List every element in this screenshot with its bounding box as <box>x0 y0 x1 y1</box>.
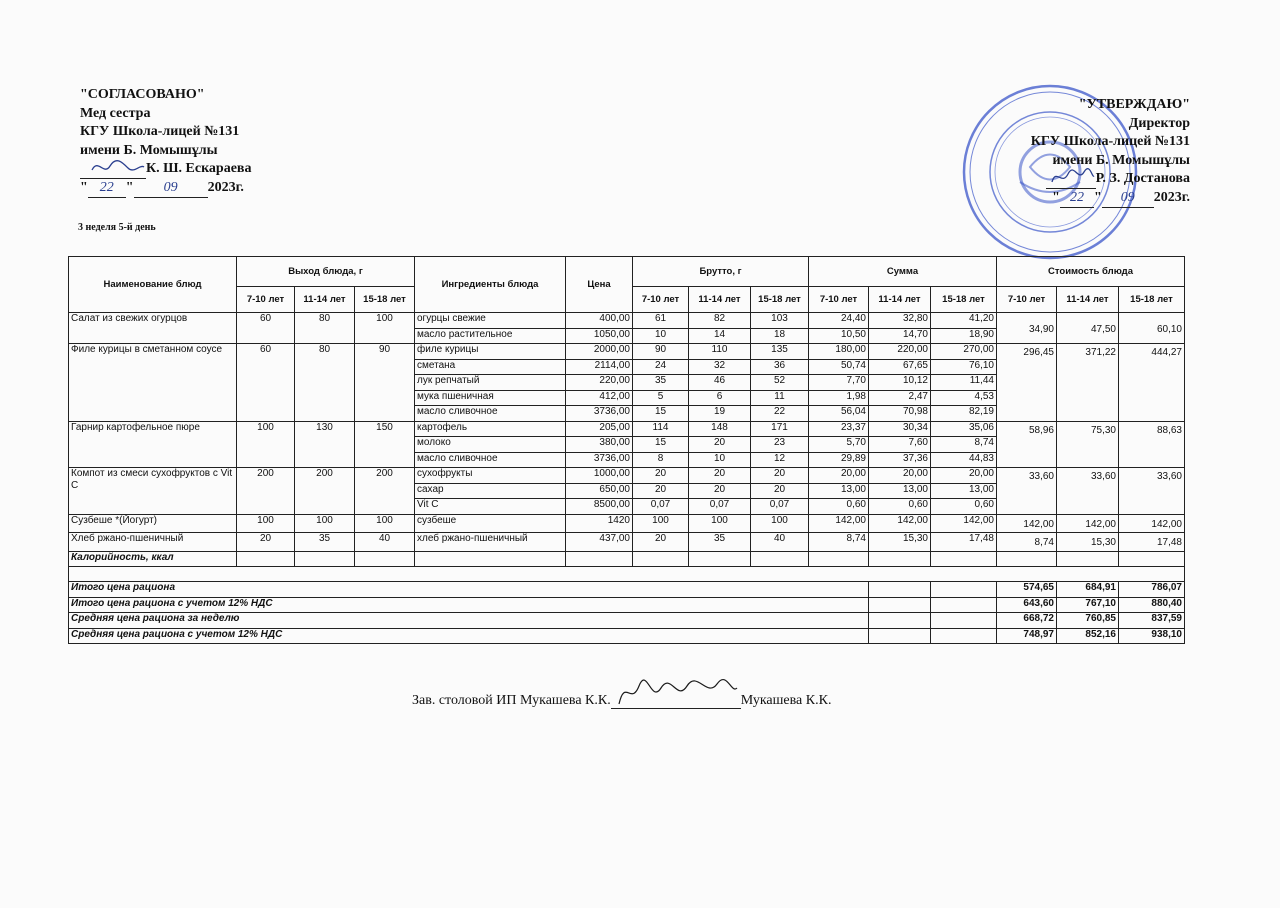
dish-yield: 100 <box>237 421 295 468</box>
ingredient-sum: 13,00 <box>931 483 997 499</box>
dish-name: Компот из смеси сухофруктов с Vit C <box>69 468 237 515</box>
ingredient-sum: 2,47 <box>869 390 931 406</box>
dish-cost: 58,96 <box>997 421 1057 468</box>
ingredient-brutto: 0,07 <box>751 499 809 515</box>
header-dish: Наименование блюд <box>69 257 237 313</box>
ingredient-sum: 82,19 <box>931 406 997 422</box>
header-age-yield-0: 7-10 лет <box>237 287 295 313</box>
header-yield: Выход блюда, г <box>237 257 415 287</box>
approved-org: КГУ Школа-лицей №131 <box>1030 134 1190 149</box>
empty-cell <box>869 582 931 598</box>
ingredient-sum: 0,60 <box>809 499 869 515</box>
header-age-sum-2: 15-18 лет <box>931 287 997 313</box>
header-age-yield-1: 11-14 лет <box>295 287 355 313</box>
total-value: 880,40 <box>1119 597 1185 613</box>
header-cost: Стоимость блюда <box>997 257 1185 287</box>
empty-cell <box>997 551 1057 567</box>
ingredient-sum: 41,20 <box>931 313 997 329</box>
table-row <box>69 533 1185 552</box>
ingredient-brutto: 14 <box>689 328 751 344</box>
ingredient-brutto: 46 <box>689 375 751 391</box>
approval-block-left <box>80 86 252 198</box>
header-age-sum-0: 7-10 лет <box>809 287 869 313</box>
approval-named: имени Б. Момышұлы <box>80 142 218 158</box>
total-value: 668,72 <box>997 613 1057 629</box>
ingredient-price: 2114,00 <box>566 359 633 375</box>
dish-name: Сузбеше *(Йогурт) <box>69 514 237 533</box>
empty-cell <box>931 628 997 644</box>
ingredient-brutto: 8 <box>633 452 689 468</box>
ingredient-sum: 13,00 <box>809 483 869 499</box>
ingredient-price: 8500,00 <box>566 499 633 515</box>
empty-cell <box>1057 551 1119 567</box>
ingredient-sum: 11,44 <box>931 375 997 391</box>
week-label: 3 неделя 5-й день <box>78 222 156 233</box>
ingredient-brutto: 20 <box>689 468 751 484</box>
ingredient-price: 1050,00 <box>566 328 633 344</box>
ingredient-sum: 8,74 <box>931 437 997 453</box>
ingredient-sum: 70,98 <box>869 406 931 422</box>
total-value: 684,91 <box>1057 582 1119 598</box>
dish-cost: 33,60 <box>997 468 1057 515</box>
dish-cost: 142,00 <box>1057 514 1119 533</box>
ingredient-brutto: 135 <box>751 344 809 360</box>
handwritten-signature <box>611 676 741 710</box>
dish-yield: 100 <box>355 514 415 533</box>
date-month: 09 <box>134 179 208 199</box>
dish-cost: 8,74 <box>997 533 1057 552</box>
ingredient-sum: 14,70 <box>869 328 931 344</box>
dish-cost: 47,50 <box>1057 313 1119 344</box>
total-value: 852,16 <box>1057 628 1119 644</box>
ingredient-brutto: 24 <box>633 359 689 375</box>
empty-cell <box>809 551 869 567</box>
empty-cell <box>415 551 566 567</box>
ingredient-name: огурцы свежие <box>415 313 566 329</box>
dish-yield: 130 <box>295 421 355 468</box>
dish-yield: 60 <box>237 313 295 344</box>
ingredient-brutto: 0,07 <box>689 499 751 515</box>
ingredient-sum: 4,53 <box>931 390 997 406</box>
ingredient-sum: 13,00 <box>869 483 931 499</box>
total-label: Итого цена рациона <box>69 582 869 598</box>
dish-cost: 33,60 <box>1057 468 1119 515</box>
signature-line <box>1046 174 1096 189</box>
ingredient-price: 380,00 <box>566 437 633 453</box>
empty-cell <box>931 582 997 598</box>
ingredient-brutto: 100 <box>633 514 689 533</box>
ingredient-price: 205,00 <box>566 421 633 437</box>
table-row <box>69 514 1185 533</box>
ingredient-name: молоко <box>415 437 566 453</box>
ingredient-name: хлеб ржано-пшеничный <box>415 533 566 552</box>
header-brutto: Брутто, г <box>633 257 809 287</box>
ingredient-brutto: 0,07 <box>633 499 689 515</box>
ingredient-sum: 67,65 <box>869 359 931 375</box>
ingredient-brutto: 114 <box>633 421 689 437</box>
table-row <box>69 421 1185 437</box>
dish-name: Хлеб ржано-пшеничный <box>69 533 237 552</box>
ingredient-sum: 20,00 <box>869 468 931 484</box>
ingredient-sum: 29,89 <box>809 452 869 468</box>
total-label: Итого цена рациона с учетом 12% НДС <box>69 597 869 613</box>
ingredient-brutto: 22 <box>751 406 809 422</box>
dish-yield: 80 <box>295 313 355 344</box>
handwritten-signature <box>88 158 148 176</box>
ingredient-brutto: 20 <box>751 468 809 484</box>
ingredient-sum: 8,74 <box>809 533 869 552</box>
empty-cell <box>1119 551 1185 567</box>
ingredient-brutto: 15 <box>633 406 689 422</box>
ingredient-sum: 24,40 <box>809 313 869 329</box>
ingredient-brutto: 103 <box>751 313 809 329</box>
total-row <box>69 597 1185 613</box>
table-row <box>69 313 1185 329</box>
approval-block-right <box>1000 96 1190 208</box>
approved-signer-line <box>1000 170 1190 189</box>
dish-cost: 60,10 <box>1119 313 1185 344</box>
ingredient-brutto: 19 <box>689 406 751 422</box>
calories-row <box>69 551 1185 567</box>
header-price: Цена <box>566 257 633 313</box>
handwritten-signature <box>1048 168 1096 186</box>
ingredient-name: масло сливочное <box>415 406 566 422</box>
empty-cell <box>689 551 751 567</box>
ingredient-sum: 30,34 <box>869 421 931 437</box>
header-age-cost-1: 11-14 лет <box>1057 287 1119 313</box>
dish-cost: 142,00 <box>1119 514 1185 533</box>
ingredient-sum: 180,00 <box>809 344 869 360</box>
menu-body <box>69 313 1185 644</box>
ingredient-brutto: 12 <box>751 452 809 468</box>
approval-signer: К. Ш. Ескараева <box>146 161 252 176</box>
total-value: 760,85 <box>1057 613 1119 629</box>
dish-cost: 296,45 <box>997 344 1057 422</box>
ingredient-name: сузбеше <box>415 514 566 533</box>
total-value: 574,65 <box>997 582 1057 598</box>
ingredient-brutto: 10 <box>633 328 689 344</box>
ingredient-name: сухофрукты <box>415 468 566 484</box>
ingredient-price: 1420 <box>566 514 633 533</box>
footer-suffix: Мукашева К.К. <box>740 693 832 708</box>
dish-cost: 33,60 <box>1119 468 1185 515</box>
total-value: 938,10 <box>1119 628 1185 644</box>
ingredient-sum: 76,10 <box>931 359 997 375</box>
ingredient-brutto: 20 <box>689 483 751 499</box>
ingredient-sum: 1,98 <box>809 390 869 406</box>
dish-yield: 80 <box>295 344 355 422</box>
empty-cell <box>869 613 931 629</box>
empty-cell <box>566 551 633 567</box>
ingredient-sum: 0,60 <box>869 499 931 515</box>
ingredient-name: сахар <box>415 483 566 499</box>
dish-yield: 200 <box>355 468 415 515</box>
total-label: Средняя цена рациона за неделю <box>69 613 869 629</box>
dish-cost: 17,48 <box>1119 533 1185 552</box>
header-age-cost-0: 7-10 лет <box>997 287 1057 313</box>
ingredient-sum: 20,00 <box>931 468 997 484</box>
dish-name: Филе курицы в сметанном соусе <box>69 344 237 422</box>
footer-prefix: Зав. столовой ИП Мукашева К.К. <box>412 693 611 708</box>
ingredient-sum: 220,00 <box>869 344 931 360</box>
ingredient-price: 3736,00 <box>566 452 633 468</box>
dish-yield: 40 <box>355 533 415 552</box>
ingredient-sum: 32,80 <box>869 313 931 329</box>
ingredient-brutto: 35 <box>689 533 751 552</box>
dish-yield: 100 <box>295 514 355 533</box>
header-age-cost-2: 15-18 лет <box>1119 287 1185 313</box>
ingredient-brutto: 148 <box>689 421 751 437</box>
dish-name: Гарнир картофельное пюре <box>69 421 237 468</box>
approved-role: Директор <box>1128 115 1190 131</box>
empty-cell <box>355 551 415 567</box>
empty-cell <box>869 628 931 644</box>
ingredient-sum: 44,83 <box>931 452 997 468</box>
dish-yield: 90 <box>355 344 415 422</box>
ingredient-sum: 142,00 <box>809 514 869 533</box>
ingredient-brutto: 100 <box>689 514 751 533</box>
date-day: 22 <box>88 179 126 199</box>
dish-yield: 100 <box>355 313 415 344</box>
ingredient-brutto: 82 <box>689 313 751 329</box>
approval-signer-line <box>80 160 252 179</box>
ingredient-brutto: 15 <box>633 437 689 453</box>
signature-line <box>80 164 146 179</box>
empty-cell <box>869 597 931 613</box>
ingredient-name: масло растительное <box>415 328 566 344</box>
empty-cell <box>633 551 689 567</box>
ingredient-brutto: 35 <box>633 375 689 391</box>
total-row <box>69 628 1185 644</box>
ingredient-name: сметана <box>415 359 566 375</box>
dish-yield: 20 <box>237 533 295 552</box>
dish-cost: 371,22 <box>1057 344 1119 422</box>
ingredient-sum: 142,00 <box>931 514 997 533</box>
ingredient-price: 3736,00 <box>566 406 633 422</box>
ingredient-name: картофель <box>415 421 566 437</box>
ingredient-sum: 5,70 <box>809 437 869 453</box>
ingredient-price: 1000,00 <box>566 468 633 484</box>
ingredient-sum: 35,06 <box>931 421 997 437</box>
dish-cost: 15,30 <box>1057 533 1119 552</box>
calories-label: Калорийность, ккал <box>69 551 237 567</box>
ingredient-brutto: 20 <box>689 437 751 453</box>
ingredient-brutto: 20 <box>633 533 689 552</box>
ingredient-brutto: 32 <box>689 359 751 375</box>
blank-row <box>69 567 1185 582</box>
empty-cell <box>295 551 355 567</box>
ingredient-name: мука пшеничная <box>415 390 566 406</box>
header-sum: Сумма <box>809 257 997 287</box>
ingredient-name: лук репчатый <box>415 375 566 391</box>
dish-cost: 142,00 <box>997 514 1057 533</box>
ingredient-price: 437,00 <box>566 533 633 552</box>
approval-date: " 22 " 09 2023г. <box>80 179 252 199</box>
ingredient-sum: 7,70 <box>809 375 869 391</box>
ingredient-sum: 142,00 <box>869 514 931 533</box>
dish-yield: 200 <box>295 468 355 515</box>
blank-cell <box>69 567 1185 582</box>
ingredient-brutto: 171 <box>751 421 809 437</box>
approved-named: имени Б. Момышұлы <box>1052 152 1190 168</box>
header-ingredients: Ингредиенты блюда <box>415 257 566 313</box>
empty-cell <box>751 551 809 567</box>
ingredient-sum: 20,00 <box>809 468 869 484</box>
menu-table <box>68 256 1185 644</box>
ingredient-sum: 50,74 <box>809 359 869 375</box>
dish-yield: 60 <box>237 344 295 422</box>
total-row <box>69 613 1185 629</box>
ingredient-brutto: 23 <box>751 437 809 453</box>
ingredient-brutto: 36 <box>751 359 809 375</box>
header-age-brutto-0: 7-10 лет <box>633 287 689 313</box>
ingredient-brutto: 10 <box>689 452 751 468</box>
header-age-brutto-2: 15-18 лет <box>751 287 809 313</box>
total-value: 837,59 <box>1119 613 1185 629</box>
empty-cell <box>931 551 997 567</box>
ingredient-brutto: 100 <box>751 514 809 533</box>
ingredient-name: масло сливочное <box>415 452 566 468</box>
ingredient-sum: 270,00 <box>931 344 997 360</box>
footer-signature <box>412 690 831 709</box>
header-age-yield-2: 15-18 лет <box>355 287 415 313</box>
approved-date: " 22 " 09 2023г. <box>1000 189 1190 209</box>
ingredient-price: 400,00 <box>566 313 633 329</box>
ingredient-brutto: 20 <box>633 483 689 499</box>
ingredient-brutto: 61 <box>633 313 689 329</box>
total-value: 748,97 <box>997 628 1057 644</box>
approval-title: "СОГЛАСОВАНО" <box>80 87 205 102</box>
dish-cost: 75,30 <box>1057 421 1119 468</box>
ingredient-brutto: 20 <box>633 468 689 484</box>
dish-name: Салат из свежих огурцов <box>69 313 237 344</box>
total-row <box>69 582 1185 598</box>
ingredient-sum: 23,37 <box>809 421 869 437</box>
total-value: 786,07 <box>1119 582 1185 598</box>
header-age-brutto-1: 11-14 лет <box>689 287 751 313</box>
total-value: 643,60 <box>997 597 1057 613</box>
total-value: 767,10 <box>1057 597 1119 613</box>
ingredient-sum: 7,60 <box>869 437 931 453</box>
ingredient-sum: 0,60 <box>931 499 997 515</box>
header-age-sum-1: 11-14 лет <box>869 287 931 313</box>
ingredient-sum: 15,30 <box>869 533 931 552</box>
ingredient-price: 2000,00 <box>566 344 633 360</box>
dish-yield: 100 <box>237 514 295 533</box>
ingredient-sum: 10,12 <box>869 375 931 391</box>
dish-yield: 35 <box>295 533 355 552</box>
dish-yield: 200 <box>237 468 295 515</box>
ingredient-brutto: 18 <box>751 328 809 344</box>
table-row <box>69 468 1185 484</box>
ingredient-name: филе курицы <box>415 344 566 360</box>
approval-role: Мед сестра <box>80 105 151 121</box>
empty-cell <box>869 551 931 567</box>
ingredient-price: 220,00 <box>566 375 633 391</box>
ingredient-brutto: 40 <box>751 533 809 552</box>
date-year: 2023г. <box>207 179 244 195</box>
ingredient-sum: 17,48 <box>931 533 997 552</box>
ingredient-price: 412,00 <box>566 390 633 406</box>
ingredient-sum: 37,36 <box>869 452 931 468</box>
dish-cost: 88,63 <box>1119 421 1185 468</box>
ingredient-brutto: 90 <box>633 344 689 360</box>
footer-signature-line <box>611 690 741 709</box>
ingredient-brutto: 20 <box>751 483 809 499</box>
ingredient-brutto: 11 <box>751 390 809 406</box>
total-label: Средняя цена рациона с учетом 12% НДС <box>69 628 869 644</box>
ingredient-price: 650,00 <box>566 483 633 499</box>
approved-signer: Р. З. Достанова <box>1095 171 1190 186</box>
ingredient-brutto: 5 <box>633 390 689 406</box>
empty-cell <box>931 597 997 613</box>
ingredient-brutto: 110 <box>689 344 751 360</box>
approval-org: КГУ Школа-лицей №131 <box>80 124 240 139</box>
ingredient-name: Vit C <box>415 499 566 515</box>
table-row <box>69 344 1185 360</box>
approved-title: "УТВЕРЖДАЮ" <box>1078 97 1190 112</box>
empty-cell <box>237 551 295 567</box>
ingredient-sum: 56,04 <box>809 406 869 422</box>
ingredient-sum: 10,50 <box>809 328 869 344</box>
ingredient-brutto: 6 <box>689 390 751 406</box>
dish-cost: 34,90 <box>997 313 1057 344</box>
dish-cost: 444,27 <box>1119 344 1185 422</box>
ingredient-brutto: 52 <box>751 375 809 391</box>
ingredient-sum: 18,90 <box>931 328 997 344</box>
empty-cell <box>931 613 997 629</box>
dish-yield: 150 <box>355 421 415 468</box>
